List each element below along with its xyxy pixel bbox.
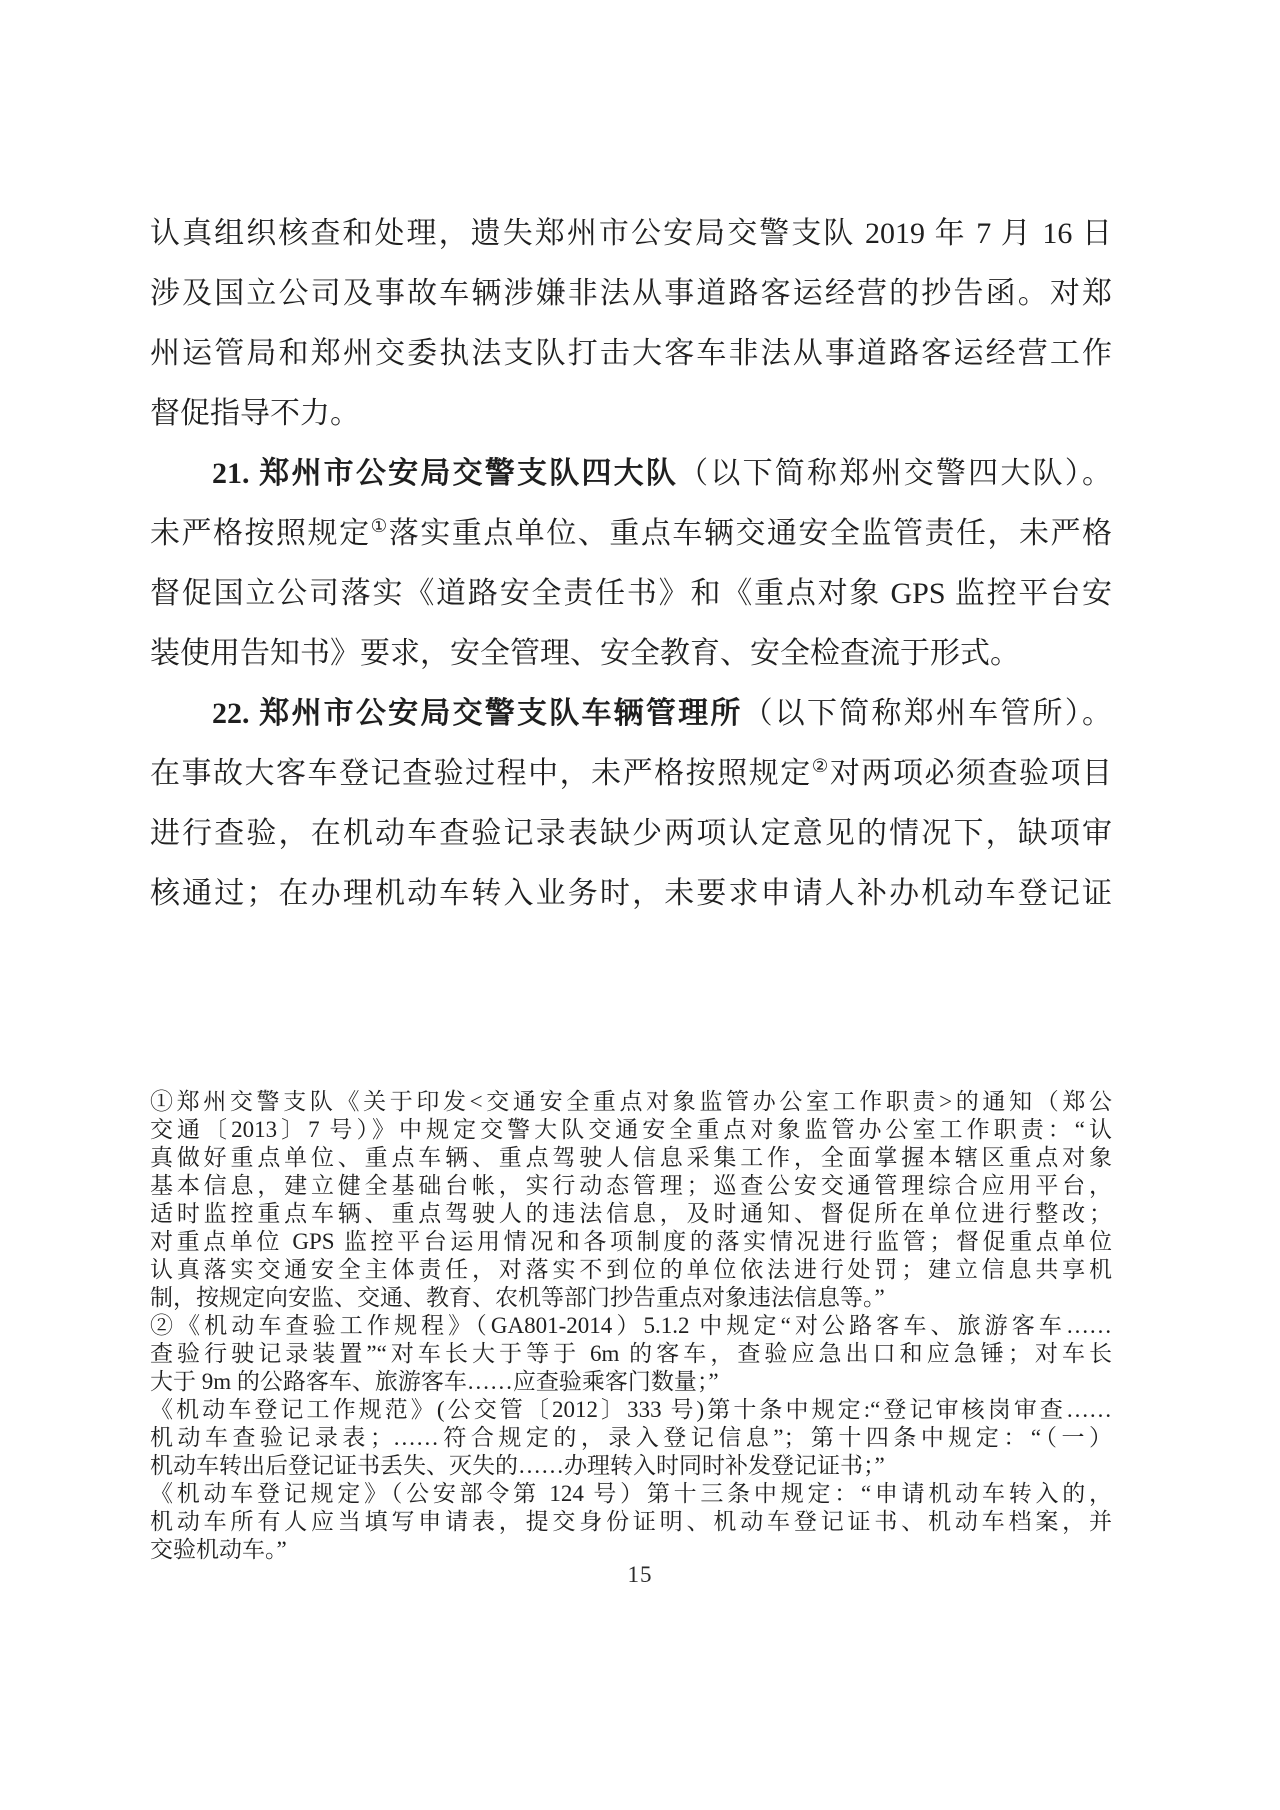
footnote-line — [150, 1508, 1112, 1536]
text-segment: 《机动车登记工作规范》(公交管〔2012〕333 号)第十条中规定:“登记审核岗审查…… — [150, 1397, 1112, 1422]
text-segment: （以下简称郑州交警四大队）。 — [678, 457, 1113, 490]
body-text-line — [150, 384, 1112, 444]
text-segment: （以下简称郑州车管所）。 — [742, 697, 1113, 730]
footnote-line — [150, 1200, 1112, 1228]
body-text-line — [150, 624, 1112, 684]
text-segment: 制，按规定向安监、交通、教育、农机等部门抄告重点对象违法信息等。” — [150, 1285, 885, 1310]
footnote-line — [150, 1116, 1112, 1144]
text-segment: 督促指导不力。 — [150, 397, 360, 430]
footnote-line — [150, 1368, 1112, 1396]
text-segment: 对两项必须查验项目 — [829, 757, 1113, 790]
footnote-line — [150, 1480, 1112, 1508]
body-text-line — [150, 204, 1112, 264]
footnote-line — [150, 1340, 1112, 1368]
text-segment: 进行查验，在机动车查验记录表缺少两项认定意见的情况下，缺项审 — [150, 817, 1112, 850]
text-segment: 适时监控重点车辆、重点驾驶人的违法信息，及时通知、督促所在单位进行整改； — [150, 1201, 1112, 1226]
body-text-line — [150, 444, 1112, 504]
text-segment: 认真组织核查和处理，遗失郑州市公安局交警支队 2019 年 7 月 16 日 — [150, 217, 1112, 250]
footnote-line — [150, 1256, 1112, 1284]
text-segment: ②《机动车查验工作规程》（GA801-2014）5.1.2 中规定“对公路客车、旅游客车…… — [150, 1313, 1112, 1338]
text-segment: 督促国立公司落实《道路安全责任书》和《重点对象 GPS 监控平台安 — [150, 577, 1112, 610]
body-text-line — [150, 864, 1112, 924]
footnote-line — [150, 1424, 1112, 1452]
text-segment: 交通〔2013〕7 号）》中规定交警大队交通安全重点对象监管办公室工作职责：“认 — [150, 1117, 1112, 1142]
text-segment: 未严格按照规定 — [150, 517, 371, 550]
footnote-reference-marker: ① — [370, 516, 389, 537]
footnote-line — [150, 1312, 1112, 1340]
footnote-line — [150, 1452, 1112, 1480]
footnote-line — [150, 1228, 1112, 1256]
footnote-reference-marker: ② — [811, 756, 830, 777]
footnote-line — [150, 1172, 1112, 1200]
text-segment: 涉及国立公司及事故车辆涉嫌非法从事道路客运经营的抄告函。对郑 — [150, 277, 1112, 310]
text-segment: 认真落实交通安全主体责任，对落实不到位的单位依法进行处罚；建立信息共享机 — [150, 1257, 1112, 1282]
body-text-line — [150, 564, 1112, 624]
body-text-line — [150, 684, 1112, 744]
item-22 — [150, 684, 1112, 924]
para-continued — [150, 204, 1112, 444]
text-segment: 机动车所有人应当填写申请表，提交身份证明、机动车登记证书、机动车档案，并 — [150, 1509, 1112, 1534]
text-segment: 查验行驶记录装置”“对车长大于等于 6m 的客车，查验应急出口和应急锤；对车长 — [150, 1341, 1112, 1366]
footnote-line — [150, 1088, 1112, 1116]
body-text-line — [150, 324, 1112, 384]
body-text-line — [150, 264, 1112, 324]
item-21 — [150, 444, 1112, 684]
footnote-section — [150, 1088, 1112, 1564]
footnote-line — [150, 1284, 1112, 1312]
text-segment: 大于 9m 的公路客车、旅游客车……应查验乘客门数量；” — [150, 1369, 719, 1394]
text-segment: ①郑州交警支队《关于印发<交通安全重点对象监管办公室工作职责>的通知（郑公 — [150, 1089, 1112, 1114]
text-segment: 落实重点单位、重点车辆交通安全监管责任，未严格 — [388, 517, 1113, 550]
text-segment: 机动车查验记录表；……符合规定的，录入登记信息”；第十四条中规定：“（一） — [150, 1425, 1112, 1450]
text-segment: 《机动车登记规定》（公安部令第 124 号）第十三条中规定：“申请机动车转入的， — [150, 1481, 1112, 1506]
text-segment: 交验机动车。” — [150, 1537, 287, 1562]
page-number: 15 — [627, 1562, 653, 1587]
text-segment: 21. 郑州市公安局交警支队四大队 — [212, 457, 679, 490]
text-segment: 州运管局和郑州交委执法支队打击大客车非法从事道路客运经营工作 — [150, 337, 1112, 370]
body-text-line — [150, 504, 1112, 564]
text-segment: 核通过；在办理机动车转入业务时，未要求申请人补办机动车登记证 — [150, 877, 1112, 910]
body-text-line — [150, 804, 1112, 864]
body-text-line — [150, 744, 1112, 804]
footnote-line — [150, 1396, 1112, 1424]
text-segment: 对重点单位 GPS 监控平台运用情况和各项制度的落实情况进行监管；督促重点单位 — [150, 1229, 1112, 1254]
text-segment: 机动车转出后登记证书丢失、灭失的……办理转入时同时补发登记证书；” — [150, 1453, 885, 1478]
text-segment: 基本信息，建立健全基础台帐，实行动态管理；巡查公安交通管理综合应用平台， — [150, 1173, 1112, 1198]
footnote-line — [150, 1144, 1112, 1172]
text-segment: 真做好重点单位、重点车辆、重点驾驶人信息采集工作，全面掌握本辖区重点对象 — [150, 1145, 1112, 1170]
text-segment: 在事故大客车登记查验过程中，未严格按照规定 — [150, 757, 812, 790]
body-text — [150, 204, 1112, 924]
text-segment: 装使用告知书》要求，安全管理、安全教育、安全检查流于形式。 — [150, 637, 1020, 670]
footnote-line — [150, 1536, 1112, 1564]
text-segment: 22. 郑州市公安局交警支队车辆管理所 — [212, 697, 743, 730]
